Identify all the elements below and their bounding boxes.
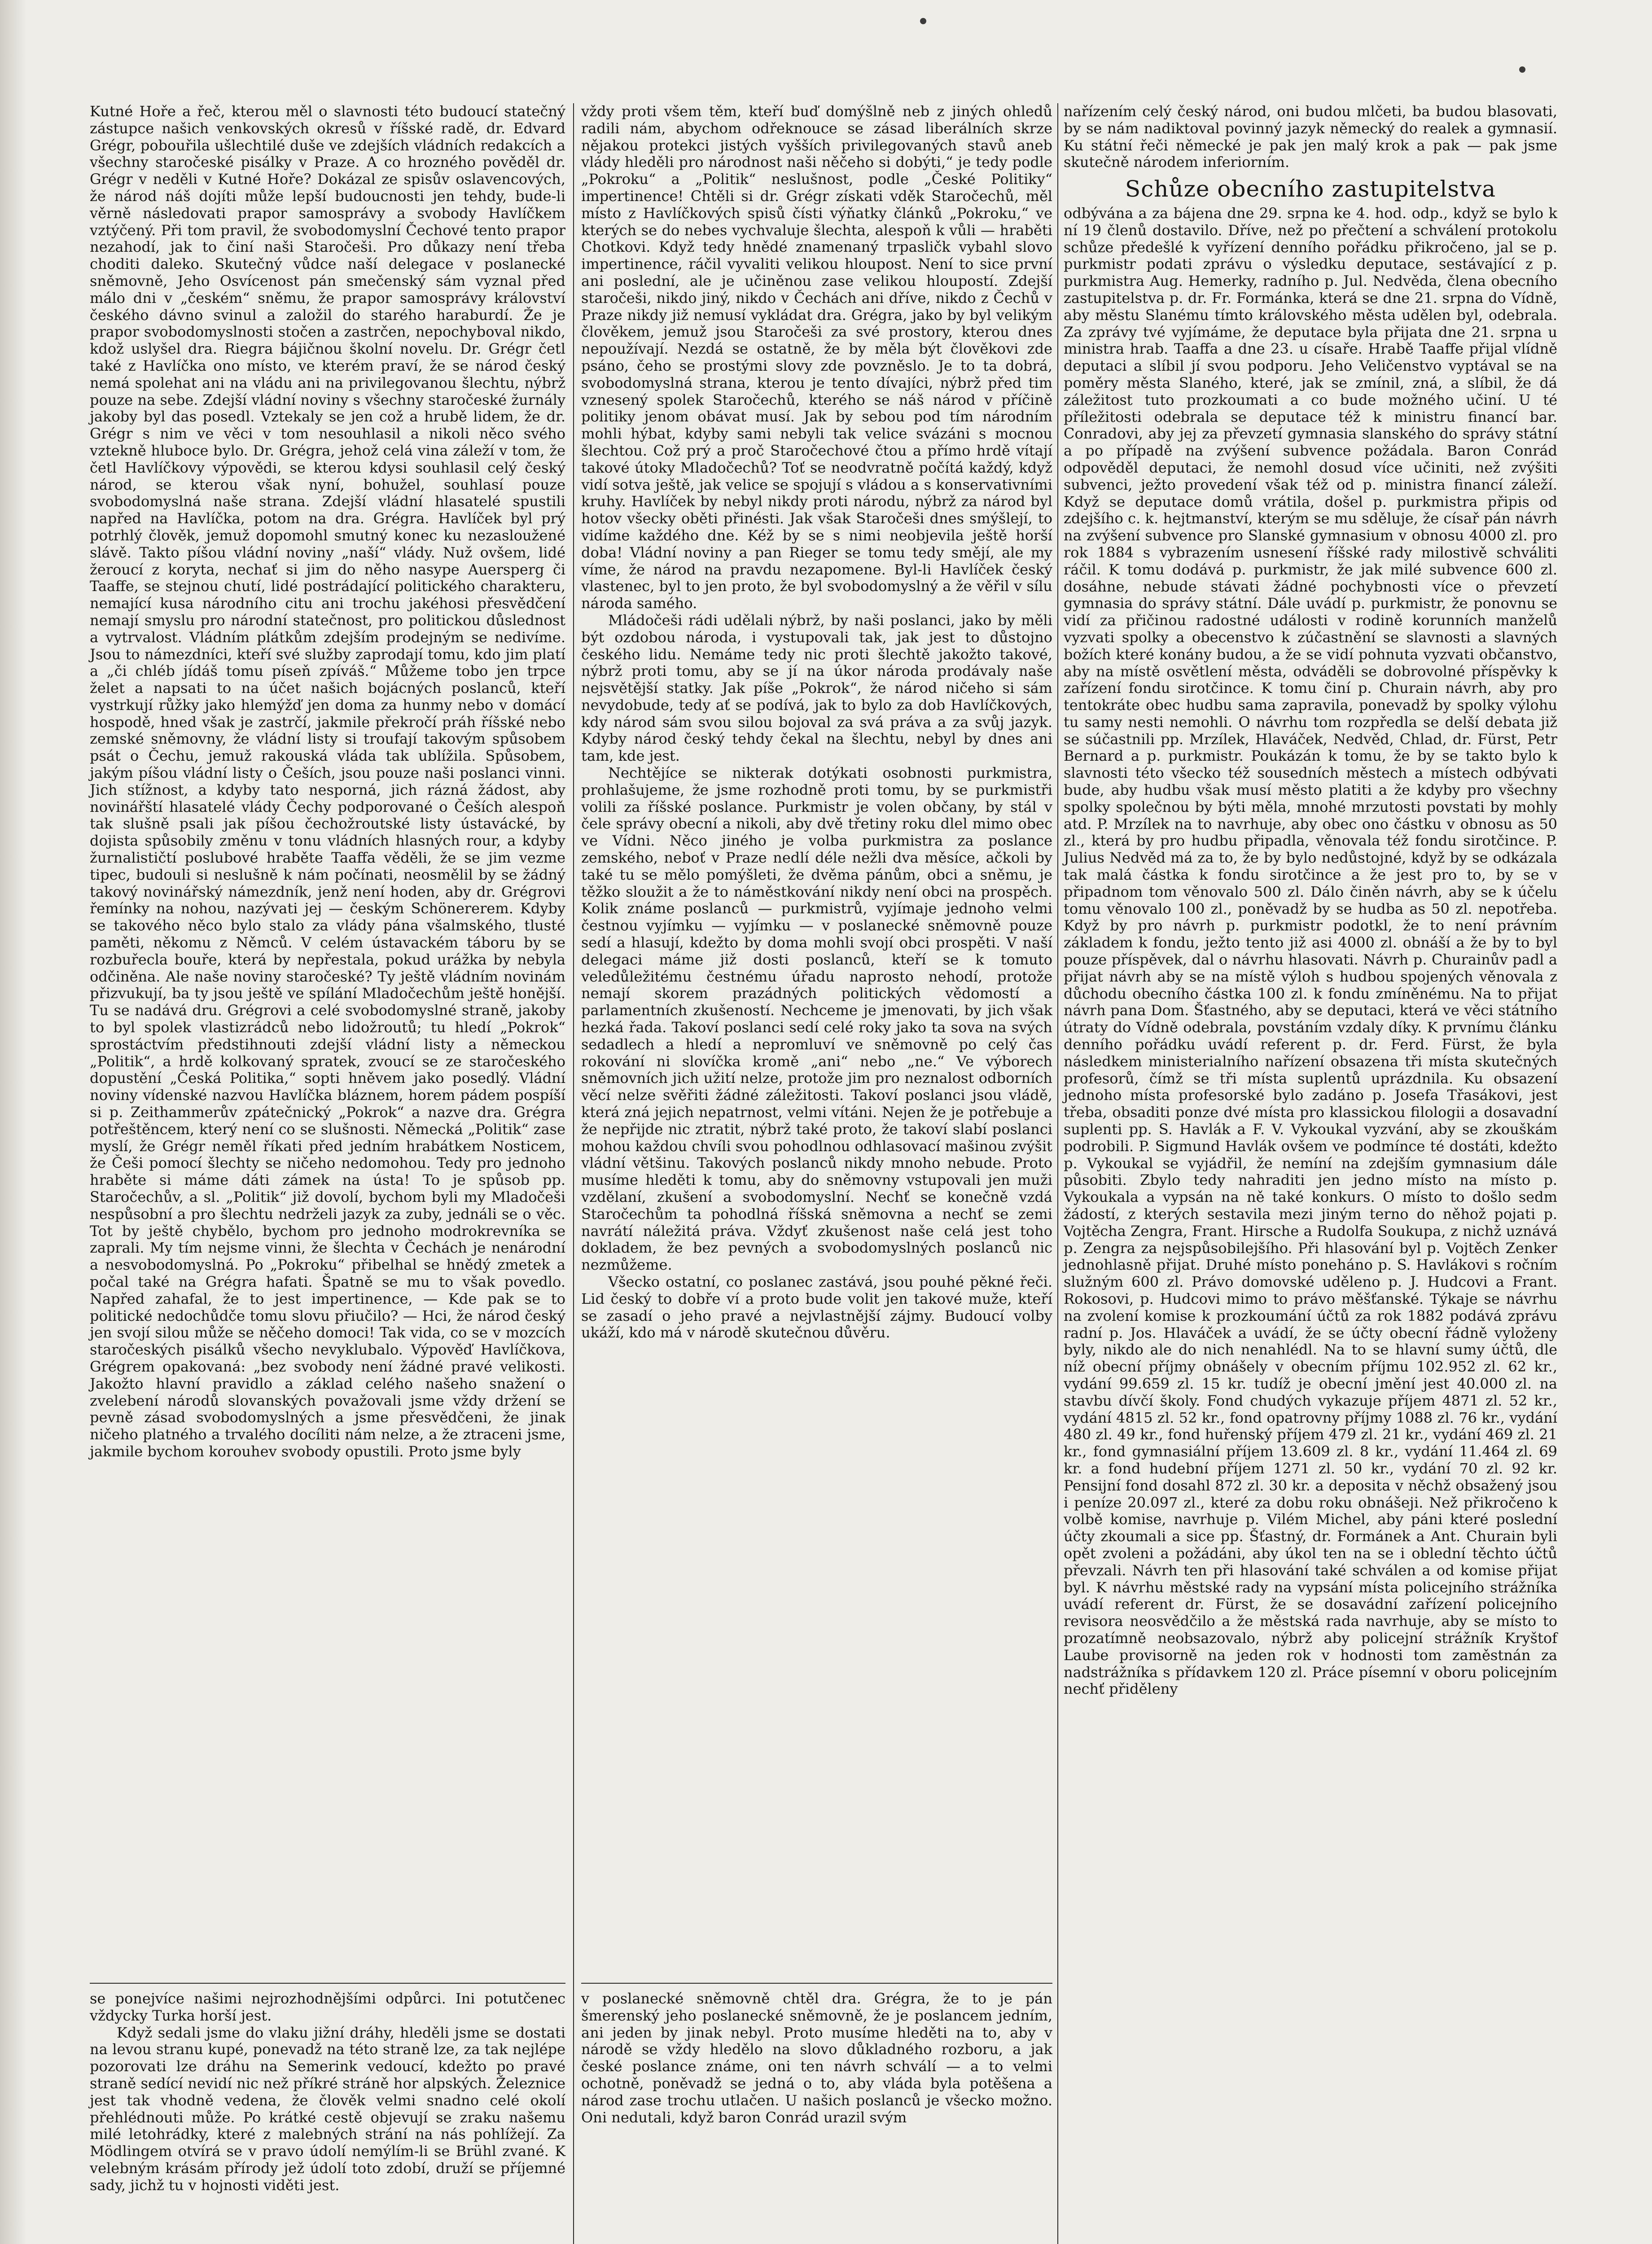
column-rule [1057, 103, 1058, 2244]
article-paragraph: Všecko ostatní, co poslanec zastává, jsou pouhé pěkné řeči. Lid český to dobře ví a proto bude volit jen takové muže, kteří se zasadí o jeho pravé a nejvlastnější zájmy. Budoucí volby ukáží, kdo má v národě skutečnou důvěru. [581, 1273, 1052, 1341]
punch-hole-mark [1519, 66, 1525, 73]
article-column-1 [90, 103, 565, 1988]
article-paragraph: v poslanecké sněmovně chtěl dra. Grégra, že to je pán šmerenský jeho poslanecké sněmovně, že je poslancem jedním, ani jeden by jinak nebyl. Proto musíme hleděti na to, aby v národě se vždy hledělo na slovo důkladného rozboru, a jak české poslance známe, oni ten návrh schválí — a to velmi ochotně, poněvadž se jedná o to, aby vláda byla potěšena a národ zase trochu utlačen. U našich poslanců je všecko možno. Oni nedutali, když baron Conrád urazil svým [581, 1990, 1052, 2126]
article-paragraph: Nechtějíce se nikterak dotýkati osobnosti purkmistra, prohlašujeme, že jsme rozhodně proti tomu, by se purkmistři volili za říšské poslance. Purkmistr je volen občany, by stál v čele správy obecní a nikoli, aby dvě třetiny roku dlel mimo obec ve Vídni. Něco jiného je volba purkmistra za poslance zemského, neboť v Praze nedlí déle nežli dva měsíce, ačkoli by také tu se mělo pomýšleti, že dvěma pánům, obci a sněmu, je těžko sloužit a že to náměstkování nikdy není obci na prospěch. Kolik známe poslanců — purkmistrů, vyjímaje jednoho velmi čestnou vyjímku — vyjímku — v poslanecké sněmovně pouze sedí a hlasují, kdežto by doma mohli svojí obci prospěti. V naší delegaci máme již dosti poslanců, kteří se k tomuto veledůležitému čestnému úřadu naprosto nehodí, protože nemají skorem prazádných politických vědomostí a parlamentních zkušeností. Nechceme je jmenovati, by jich však hezká řada. Takoví poslanci sedí celé roky jako ta sova na svých sedadlech a hledí a nepromluví ve sněmovně po celý čas rokování ni slovíčka kromě „ani“ nebo „ne.“ Ve výborech sněmovních jich užití nelze, protože jim pro neznalost odborních věcí nelze svěřiti žádné záležitosti. Takoví poslanci jsou vládě, která zná jejich nepatrnost, velmi vítáni. Nejen že je potřebuje a že nepřijde nic ztratit, nýbrž také proto, že takoví slabí poslanci mohou každou chvíli svou pohodlnou odhlasovací mašinou zvýšit vládní většinu. Takových poslanců nikdy mnoho nebude. Proto musíme hleděti k tomu, aby do sněmovny vstupovali jen muži vzdělaní, zkušení a svobodomyslní. Nechť se konečně vzdá Staročechům ta pohodlná říšská sněmovna a nechť se zemi navrátí náležitá práva. Vždyť zkušenost naše celá jest toho dokladem, že bez pevných a svobodomyslných poslanců nic nezmůžeme. [581, 764, 1052, 1274]
article-continuation-column-1 [90, 1990, 565, 2244]
article-paragraph: vždy proti všem těm, kteří buď domýšlně neb z jiných ohledů radili nám, abychom odřeknouce se zásad liberálních skrze nějakou protekci jistých vyšších privilegovaných stavů aneb vlády hleděli pro národnost naši něčeho si dobýti,“ je tedy podle „Pokroku“ a „Politik“ neslušnost, podle „České Politiky“ impertinence! Chtěli si dr. Grégr získati vděk Staročechů, měl místo z Havlíčkových spisů čísti výňatky článků „Pokroku,“ ve kterých se do nebes vychvaluje šlechta, alespoň k vůli — hraběti Chotkovi. Když tedy hnědé znamenaný trpasličk vybahl slovo impertinence, ráčil vyvaliti velikou hloupost. Není to sice první ani poslední, ale je učiněnou zase velikou hloupostí. Zdejší staročeši, nikdo jiný, nikdo v Čechách ani dříve, nikdo z Čechů v Praze nikdy již nemusí vykládat dra. Grégra, jako by byl velikým člověkem, jemuž jsou Staročeši za své prostory, kterou dnes nepoužívají. Nezdá se ostatně, že by měla být člověkovi zde psáno, čeho se prostými slovy zde povzněslo. Je to ta dobrá, svobodomyslná strana, kterou je tento dívajíci, nýbrž před tim vznesený spolek Staročechů, kterého se náš národ v příčině politiky jenom obávat musí. Jak by sebou pod tím národním mohli hýbat, kdyby sami nebyli tak velice svázáni s mocnou šlechtou. Což prý a proč Staročechové čtou a přímo hrdě vítají takové útoky Mladočechů? Toť se neodvratně počítá každý, když vidí sotva ještě, jak velice se spojují s vládou a s konservativními kruhy. Havlíček by nebyl nikdy proti národu, nýbrž za národ byl hotov všecky oběti přinésti. Jak však Staročeši dnes smýšlejí, to vidíme každého dne. Kéž by se s nimi neobjevila ještě horší doba! Vládní noviny a pan Rieger se tomu tedy smějí, ale my víme, že národ na pravdu nezapomene. Byl-li Havlíček český vlastenec, byl to jen proto, že byl svobodomyslný a že věřil v sílu národa samého. [581, 103, 1052, 612]
article-paragraph: odbývána a za bájena dne 29. srpna ke 4. hod. odp., když se bylo k ní 19 členů dostavilo. Dříve, než po přečtení a schválení protokolu schůze předešlé k vyřízení denního pořádku přikročeno, jal se p. purkmistr podati zprávu o výsledku deputace, sestávající z p. purkmistra Aug. Hemerky, radního p. Jul. Nedvěda, člena obecního zastupitelstva p. dr. Fr. Formánka, která se dne 21. srpna do Vídně, aby městu Slanému tímto královského města udělen byl, odebrala. Za zprávy tvé vyjímáme, že deputace byla přijata dne 21. srpna u ministra hrab. Taaffa a dne 23. u císaře. Hrabě Taaffe přijal vlídně deputaci a slíbil jí svou podporu. Jeho Veličenstvo vyptával se na poměry města Slaného, které, jak se zmínil, zná, a slíbil, že dá záležitost tuto prozkoumati a co bude možného učiní. U té příležitosti odebrala se deputace též k ministru financí bar. Conradovi, aby jej za převzetí gymnasia slanského do správy státní a po případě na zvýšení subvence požádala. Baron Conrád odpověděl deputaci, že nemohl dosud více učiniti, než zvýšiti subvenci, ježto provedení však též od p. ministra financí záleží. Když se deputace domů vrátila, došel p. purkmistra připis od zdejšího c. k. hejtmanství, kterým se mu sděluje, že císař pán návrh na zvýšení subvence pro Slanské gymnasium v obnosu 4000 zl. pro rok 1884 s vybrazením usnesení říšské rady milostivě schváliti ráčil. K tomu dodává p. purkmistr, že jak milé subvence 600 zl. dosáhne, nebude stávati žádné pochybnosti více o převzetí gymnasia do správy státní. Dále uvádí p. purkmistr, že ponovnu se vidí za přičinou radostné události v rodině korunních manželů vyzvati spolky a obecenstvo k zúčastnění se slavnosti a slavných božích které konány budou, a že se vidí pohnuta vyzvati občanstvo, aby na místě osvětlení města, odváděli se dobrovolné příspěvky k zařízení fondu sirotčince. K tomu činí p. Churain návrh, aby pro tentokráte obec hudbu sama zapravila, ponevadž by spolky výlohu tu samy nesti nemohli. O návrhu tom rozpředla se delší debata již se súčastnili pp. Mrzílek, Hlaváček, Nedvěd, Chlad, dr. Fürst, Petr Bernard a p. purkmistr. Poukázán k tomu, že by se takto bylo k slavnosti této všecko též sousedních městech a místech odbývati bude, aby hudbu však musí město platiti a že kdyby pro všechny spolky společnou by býti měla, mnohé mrzutosti povstati by mohly atd. P. Mrzílek na to navrhuje, aby obec ono částku v obnosu as 50 zl., která by pro hudbu připadla, věnovala též fondu sirotčince. P. Julius Nedvěd má za to, že by bylo nedůstojné, když by se odkázala tak malá částka k fondu sirotčince a že jest pro to, by se v připadnom tom věnovalo 500 zl. Dálo činěn návrh, aby se k účelu tomu věnovalo 100 zl., poněvadž by se hudba as 50 zl. nepotřeba. Když by pro návrh p. purkmistr podotkl, že to není právním základem k fondu, ježto tento již asi 4000 zl. obnáší a že by to byl pouze příspěvek, dal o návrhu hlasovati. Návrh p. Churainův padl a přijat návrh aby se na místě výloh s hudbou spojených věnovala z důchodu obecního částka 100 zl. k fondu zmíněnému. Na to přijat návrh pana Dom. Šťastného, aby se deputaci, která ve věci státního útraty do Vídně odebrala, povstáním vzdaly díky. K prvnímu článku denního pořádku uvádí referent p. dr. Ferd. Fürst, že byla následkem ministerialního nařízení obsazena tři místa skutečných profesorů, čímž se tři místa suplentů uprázdnila. Ku obsazení jednoho místa profesorské bylo zadáno p. Josefa Třasákovi, jest třeba, obsaditi ponze dvé místa pro klassickou filologii a dosavadní suplenti pp. S. Havlák a F. V. Vykoukal vyzvání, aby se zkouškám podrobili. P. Sigmund Havlák ovšem ve podmínce té dostáti, kdežto p. Vykoukal se vyjádřil, že nemíní na zdejším gymnasium dále působiti. Zbylo tedy nahraditi jen jedno místo na místo p. Vykoukala a vypsán na ně také konkurs. O místo to došlo sedm žádostí, z kterých sestavila mezi jiným terno do něhož pojati p. Vojtěcha Zengra, Frant. Hirsche a Rudolfa Soukupa, z nichž uznává p. Zengra za nejspůsobilejšího. Při hlasování byl p. Vojtěch Zenker jednohlasně přijat. Druhé místo poneháno p. S. Havlákovi s ročním služným 600 zl. Právo domovské uděleno p. J. Hudcovi a Frant. Rokosovi, p. Hudcovi mimo to právo měšťanské. Týkaje se návrhu na zvolení komise k prozkoumání účtů za rok 1882 podává zprávu radní p. Jos. Hlaváček a uvádí, že se účty obecní řádně vyloženy byly, nikdo ale do nich nenahlédl. Na to se hlavní sumy účtů, dle níž obecní příjmy obnášely v obecním příjmu 102.952 zl. 62 kr., vydání 99.659 zl. 15 kr. tudíž je obecní jmění jest 40.000 zl. na stavbu dívčí školy. Fond chudých vykazuje příjem 4871 zl. 52 kr., vydání 4815 zl. 52 kr., fond opatrovny příjmy 1088 zl. 76 kr., vydání 480 zl. 49 kr., fond huřenský příjem 479 zl. 21 kr., vydání 469 zl. 21 kr., fond gymnasiální příjem 13.609 zl. 8 kr., vydání 11.464 zl. 69 kr. a fond hudební příjem 1271 zl. 50 kr., vydání 70 zl. 92 kr. Pensijní fond dosahl 872 zl. 30 kr. a deposita v něchž obsažený jsou i peníze 20.097 zl., které za dobu roku obnášeji. Než přikročeno k volbě komise, navrhuje p. Vilém Michel, aby páni které poslední účty zkoumali a sice pp. Šťastný, dr. Formánek a Ant. Churain byli opět zvoleni a požádáni, aby úkol ten na se i oblední těchto účtů převzali. Návrh ten při hlasování také schválen a od komise přijat byl. K návrhu městské rady na vypsání místa policejního strážníka uvádí referent dr. Fürst, že se dosavádní zařízení policejního revisora neosvědčilo a že městská rada navrhuje, aby se místo to prozatímně neobsazovalo, nýbrž aby policejní strážník Kryštof Laube provisorně na jeden rok v hodnosti tom zaměstnán za nadstrážníka s přídavkem 120 zl. Práce písemní v oboru policejním nechť přiděleny [1064, 204, 1557, 1698]
article-paragraph: Mládočeši rádi udělali nýbrž, by naši poslanci, jako by měli být ozdobou národa, i vystupovali tak, jak jest to důstojno českého lidu. Nemáme tedy nic proti šlechtě jakožto takové, nýbrž proti tomu, aby se jí na úkor národa prodávaly naše nejsvětější statky. Jak píše „Pokrok“, že národ ničeho si sám nevydobude, tedy ať se podívá, jak to bylo za dob Havlíčkových, kdy národ sám svou silou bojoval za svá práva a za svůj jazyk. Kdyby národ český tehdy čekal na šlechtu, nebyl by dnes ani tam, kde jest. [581, 611, 1052, 765]
punch-hole-mark [920, 18, 926, 24]
article-paragraph: Kutné Hoře a řeč, kterou měl o slavnosti této budoucí statečný zástupce našich venkovských okresů v říšské radě, dr. Edvard Grégr, pobouřila ušlechtilé duše ve zdejších vládních redakcích a všechny staročeské pisálky v Praze. A co hrozného pověděl dr. Grégr v neděli v Kutné Hoře? Dokázal ze spisův oslavencových, že národ náš dojíti může lepší budoucnosti jen tehdy, bude-li věrně následovati prapor samosprávy a svobody Havlíčkem vztýčený. Při tom pravil, že svobodomyslní Čechové tento prapor nezahodí, jak to činí naši Staročeši. Pro důkazy není třeba choditi daleko. Skutečný vůdce naší delegace v poslanecké sněmovně, Jeho Osvícenost pán smečenský sám vyznal před málo dni v „českém“ sněmu, že prapor samosprávy království českého dávno svinul a založil do starého haraburdí. Že je prapor svobodomyslnosti stočen a zastrčen, nepochyboval nikdo, kdož uslyšel dra. Riegra bájičnou školní novelu. Dr. Grégr četl také z Havlíčka ono místo, ve kterém praví, že se národ český nemá spolehat ani na vládu ani na privilegovanou šlechtu, nýbrž pouze na sebe. Zdejší vládní noviny s všechny staročeské žurnály jakoby byl das posedl. Vztekaly se jen což a hrubě lidem, že dr. Grégr s nim ve věci v tom nesouhlasil a nikoli něco svého vztekně hluboce bylo. Dr. Grégra, jehož celá vina záleží v tom, že četl Havlíčkovy výpovědi, se kterou kdysi souhlasil celý český národ, se kterou však nyní, bohužel, souhlasí pouze svobodomyslná naše strana. Zdejší vládní hlasatelé spustili napřed na Havlíčka, potom na dra. Grégra. Havlíček byl prý potrhlý člověk, jemuž dopomohl smutný konec ku nezasloužené slávě. Takto píšou vládní noviny „naší“ vlády. Nuž ovšem, lidé žeroucí z koryta, nechať si jim do něho nasype Auersperg či Taaffe, se stejnou chutí, lidé postrádající politického charakteru, nemající kusa národního citu ani trochu jakéhosi přesvědčení nemají smyslu pro národní statečnost, pro politickou důslednost a vytrvalost. Vládním plátkům zdejším prodejným se nedivíme. Jsou to námezdníci, kteří své služby zaprodají tomu, kdo jim platí a „či chléb jídáš tomu píseň zpíváš.“ Můžeme tobo jen trpce želet a napsati to na účet našich bojácných poslanců, kteří vystrkují růžky jako hlemýžď jen doma za hunmy nebo v domácí hospodě, hned však je zastrčí, jakmile překročí práh říšské nebo zemské sněmovny, že vládní listy si troufají takovým spůsobem psát o Čechu, jemuž rakouská vláda tak ublížila. Spůsobem, jakým píšou vládní listy o Češích, jsou pouze naši poslanci vinni. Jich stížnost, a kdyby tato nesporná, jich rázná žádost, aby novinářští hlasatelé vlády Čechy podporované o Češích alespoň tak slušně psali jak píšou čechožroutské listy ústavácké, by dojista spůsobily změnu v tonu vládních hlasných rour, a kdyby žurnalističtí poslubové hraběte Taaffa věděli, že se jim vezme tipec, budouli si neslušně k nám počínati, neosmělil by se žádný takový novinářský námezdník, jenž není hoden, aby dr. Grégrovi řemínky na nohou, nazývati jej — českým Schönererem. Kdyby se takového něco bylo stalo za vlády pána všalmského, tlusté paměti, někomu z Němců. V celém ústavackém táboru by se rozbuřecla bouře, která by nepřestala, pokud urážka by nebyla odčiněna. Ale naše noviny staročeské? Ty ještě vládním novinám přizvukují, ba ty jsou ještě ve spílání Mladočechům ještě honější. Tu se nadává dru. Grégrovi a celé svobodomyslné straně, jakoby to byl spolek vlastizrádců nebo lidožroutů; tu hledí „Pokrok“ sprostáctvím předstihnouti zdejší vládní listy a německou „Politik“, a hrdě kolkovaný spratek, zvoucí se ze staročeského dopustění „Česká Politika,“ sopti hněvem jako posedlý. Vládní noviny vídenské nazvou Havlíčka bláznem, horem pádem pospíší si p. Zeithammerův zpátečnický „Pokrok“ a nazve dra. Grégra potřeštěncem, který není co se slušnosti. Německá „Politik“ zase myslí, že Grégr neměl říkati před jedním hrabátkem Nosticem, že Češi pomocí šlechty se ničeho nedomohou. Tedy pro jednoho hraběte si máme dáti zámek na ústa! To je spůsob pp. Staročechův, a sl. „Politik“ již dovolí, bychom byli my Mladočeši nespůsobní a pro šlechtu nedrželi jazyk za zuby, jednáli se o věc. Tot by ještě chybělo, bychom pro jednoho modrokrevníka se zaprali. My tím nejsme vinni, že šlechta v Čechách je nenárodní a nesvobodomyslná. Po „Pokroku“ přibelhal se hnědý zmetek a počal také na Grégra hafati. Špatně se mu to však povedlo. Napřed zahafal, že to jest impertinence, — Kde pak se to politické nedochůdče tomu slovu přiučilo? — Hci, že národ český jen svojí silou může se něčeho domoci! Tak vida, co se v mozcích staročeských pisálků všecho nevyklubalo. Výpověď Havlíčkova, Grégrem opakovaná: „bez svobody není žádné pravé velikosti. Jakožto hlavní pravidlo a základ celého našeho snažení o zvelebení národů slovanských považovali jsme vždy držení se pevně zásad svobodomyslných a jsme přesvědčeni, že jinak ničeho platného a trvalého docíliti nám nelze, a že ztraceni jsme, jakmile bychom korouhev svobody opustili. Proto jsme byly [90, 103, 565, 1460]
section-heading: Schůze obecního zastupitelstva [1125, 176, 1496, 202]
article-paragraph: nařízením celý český národ, oni budou mlčeti, ba budou blasovati, by se nám nadiktoval povinný jazyk německý do realek a gymnasií. Ku státní řeči německé je pak jen malý krok a pak — pak jsme skutečně národem inferiorním. [1064, 103, 1557, 171]
section-divider [581, 1983, 1052, 1984]
column-rule [573, 103, 574, 2244]
article-column-2 [581, 103, 1052, 1988]
section-divider [90, 1983, 565, 1984]
article-column-3 [1064, 103, 1557, 2011]
binding-shadow [0, 0, 27, 2244]
article-continuation-column-2 [581, 1990, 1052, 2244]
article-paragraph: Když sedali jsme do vlaku jižní dráhy, hleděli jsme se dostati na levou stranu kupé, ponevadž na této straně lze, za tak nejlépe pozorovati lze dráhu na Semerink vedoucí, kdežto po pravé straně sedící nevidí nic než příkré stráně hor alpských. Železnice jest tak vhodně vedena, že člověk velmi snadno celé okolí přehlédnouti může. Po krátké cestě objevují se zraku našemu milé letohrádky, které z malebných strání na nás pohlížejí. Za Mödlingem otvírá se v pravo údolí nemýlím-li se Brühl zvané. K velebným krásám přírody jež údolí toto zdobí, druží se příjemné sady, jichž tu v hojnosti viděti jest. [90, 2024, 565, 2194]
article-paragraph: se ponejvíce našimi nejrozhodnějšími odpůrci. Ini potutčenec vždycky Turka horší jest. [90, 1990, 565, 2024]
